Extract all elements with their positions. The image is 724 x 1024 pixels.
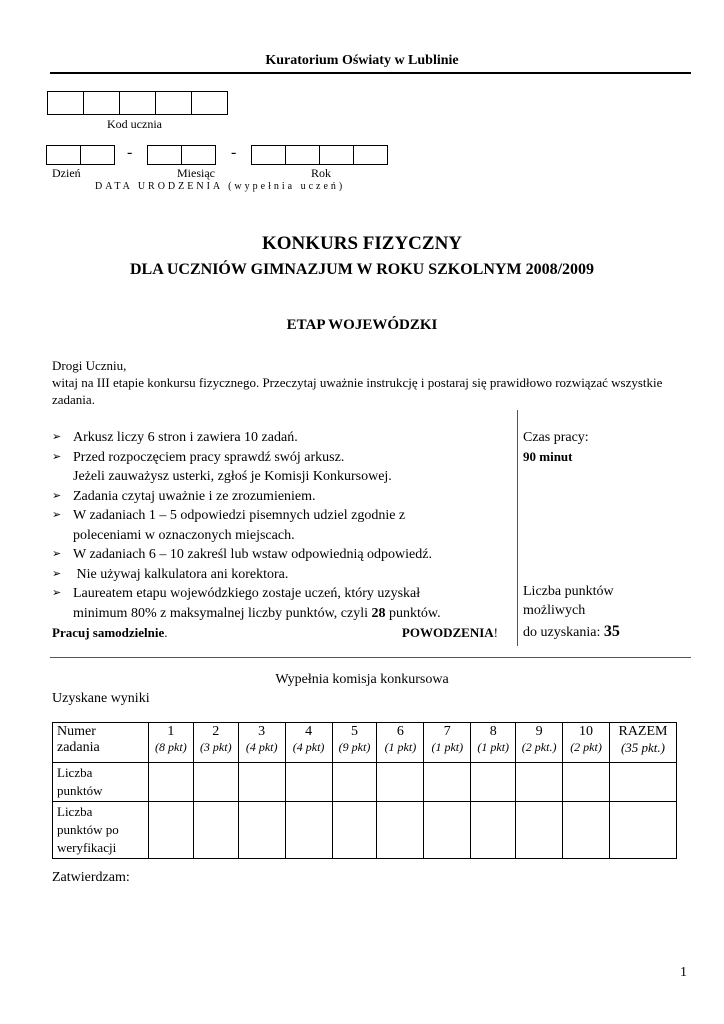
verified-score-cell[interactable] (424, 802, 471, 859)
arrow-bullet-icon: ➢ (52, 431, 62, 443)
score-cell[interactable] (148, 763, 193, 802)
task-header: 6 (1 pkt) (377, 723, 424, 763)
verified-points-row (53, 802, 677, 859)
commission-label: Wypełnia komisja konkursowa (275, 672, 449, 687)
day-label: Dzień (52, 166, 81, 180)
time-value: 90 minut (523, 449, 573, 464)
arrow-bullet-icon: ➢ (52, 587, 62, 599)
arrow-bullet-icon: ➢ (52, 548, 62, 560)
verified-score-cell[interactable] (377, 802, 424, 859)
stage-title: ETAP WOJEWÓDZKI (286, 317, 438, 333)
task-header: 4 (4 pkt) (285, 723, 332, 763)
instructions-divider (517, 410, 518, 646)
max-points-value: 35 (603, 623, 620, 640)
instruction-item: ➢ W zadaniach 1 – 5 odpowiedzi pisemnych udziel zgodnie z poleceniami w oznaczonych miejscach. (52, 508, 406, 543)
points-box: Liczba punktów możliwych do uzyskania: 35 (523, 584, 620, 640)
intro-block (52, 357, 687, 408)
time-box (523, 428, 589, 466)
month-label: Miesiąc (177, 166, 215, 180)
section-divider (50, 657, 691, 658)
work-alone-text: Pracuj samodzielnie (52, 625, 165, 640)
instructions-footer: Pracuj samodzielnie. POWODZENIA! (52, 625, 498, 640)
task-header: 9 (2 pkt.) (516, 723, 563, 763)
task-number-header: Numer zadania (53, 723, 149, 763)
student-code-label: Kod ucznia (107, 117, 162, 131)
birth-date-caption: DATA URODZENIA (wypełnia uczeń) (95, 181, 346, 192)
birth-day-cell[interactable] (80, 145, 115, 165)
contest-subtitle: DLA UCZNIÓW GIMNAZJUM W ROKU SZKOLNYM 2008/2009 (129, 261, 595, 278)
verified-score-cell[interactable] (148, 802, 193, 859)
student-code-cell[interactable] (155, 91, 192, 115)
page-number: 1 (680, 965, 687, 980)
task-header: 10 (2 pkt) (563, 723, 610, 763)
verified-score-cell[interactable] (563, 802, 610, 859)
instruction-item: ➢ W zadaniach 6 – 10 zakreśl lub wstaw odpowiednią odpowiedź. (52, 545, 502, 565)
verified-score-cell[interactable] (238, 802, 285, 859)
score-cell[interactable] (332, 763, 377, 802)
score-cell[interactable] (193, 763, 238, 802)
laureate-points: 28 (371, 605, 386, 621)
instruction-item: ➢ Zadania czytaj uważnie i ze zrozumieniem. (52, 487, 502, 507)
verified-score-cell[interactable] (332, 802, 377, 859)
time-label: Czas pracy: (523, 430, 589, 445)
results-header-row (53, 723, 677, 763)
birth-year-boxes[interactable] (252, 145, 388, 165)
student-code-cell[interactable] (83, 91, 120, 115)
arrow-bullet-icon: ➢ (52, 450, 62, 463)
student-code-cell[interactable] (47, 91, 84, 115)
score-cell[interactable] (424, 763, 471, 802)
arrow-bullet-icon: ➢ (52, 567, 62, 580)
header-title: Kuratorium Oświaty w Lublinie (265, 53, 459, 68)
header-divider (50, 72, 691, 74)
points-row (53, 763, 677, 802)
date-separator: - (127, 144, 133, 161)
score-cell[interactable] (285, 763, 332, 802)
points-row-label: Liczba punktów (53, 763, 149, 802)
birth-day-boxes[interactable] (47, 145, 115, 165)
intro-greeting: Drogi Uczniu, (52, 358, 127, 373)
task-header: 8 (1 pkt) (471, 723, 516, 763)
score-cell[interactable] (377, 763, 424, 802)
score-cell[interactable] (238, 763, 285, 802)
date-separator: - (231, 144, 237, 161)
birth-month-cell[interactable] (181, 145, 216, 165)
instruction-item: ➢ Nie używaj kalkulatora ani korektora. (52, 565, 502, 585)
approve-label: Zatwierdzam: (52, 870, 130, 885)
arrow-bullet-icon: ➢ (52, 489, 62, 502)
student-code-cell[interactable] (191, 91, 228, 115)
instruction-item: ➢ Arkusz liczy 6 stron i zawiera 10 zadań. (52, 428, 502, 448)
verified-score-cell[interactable] (285, 802, 332, 859)
birth-year-cell[interactable] (353, 145, 388, 165)
birth-month-boxes[interactable] (148, 145, 216, 165)
verified-score-cell[interactable] (193, 802, 238, 859)
student-code-cell[interactable] (119, 91, 156, 115)
score-cell[interactable] (471, 763, 516, 802)
birth-year-cell[interactable] (319, 145, 354, 165)
birth-year-cell[interactable] (285, 145, 320, 165)
instruction-item-laureate: ➢ Laureatem etapu wojewódzkiego zostaje uczeń, który uzyskał minimum 80% z maksymalnej liczby punktów, czyli 28 punktów. (52, 586, 441, 621)
verified-score-cell[interactable] (516, 802, 563, 859)
instructions-list (52, 428, 502, 623)
task-header: 7 (1 pkt) (424, 723, 471, 763)
results-table (52, 722, 677, 859)
verified-total-cell[interactable] (609, 802, 676, 859)
task-header: 1 (8 pkt) (148, 723, 193, 763)
intro-text: witaj na III etapie konkursu fizycznego. Przeczytaj uważnie instrukcję i postaraj się prawidłowo rozwiązać wszystkie zadania. (52, 375, 663, 407)
score-cell[interactable] (516, 763, 563, 802)
verified-score-cell[interactable] (471, 802, 516, 859)
task-header: 5 (9 pkt) (332, 723, 377, 763)
student-code-boxes[interactable] (48, 91, 228, 115)
birth-day-cell[interactable] (46, 145, 81, 165)
task-header: 3 (4 pkt) (238, 723, 285, 763)
birth-year-cell[interactable] (251, 145, 286, 165)
arrow-bullet-icon: ➢ (52, 509, 62, 521)
verified-row-label: Liczba punktów po weryfikacji (53, 802, 149, 859)
results-label: Uzyskane wyniki (52, 691, 150, 706)
birth-month-cell[interactable] (147, 145, 182, 165)
score-total-cell[interactable] (609, 763, 676, 802)
good-luck-text: POWODZENIA (401, 625, 494, 640)
score-cell[interactable] (563, 763, 610, 802)
instruction-item: ➢ Przed rozpoczęciem pracy sprawdź swój arkusz. Jeżeli zauważysz usterki, zgłoś je Komisji Konkursowej. (52, 449, 392, 484)
total-header: RAZEM (35 pkt.) (609, 723, 676, 763)
year-label: Rok (311, 166, 332, 180)
contest-title: KONKURS FIZYCZNY (261, 233, 463, 254)
task-header: 2 (3 pkt) (193, 723, 238, 763)
